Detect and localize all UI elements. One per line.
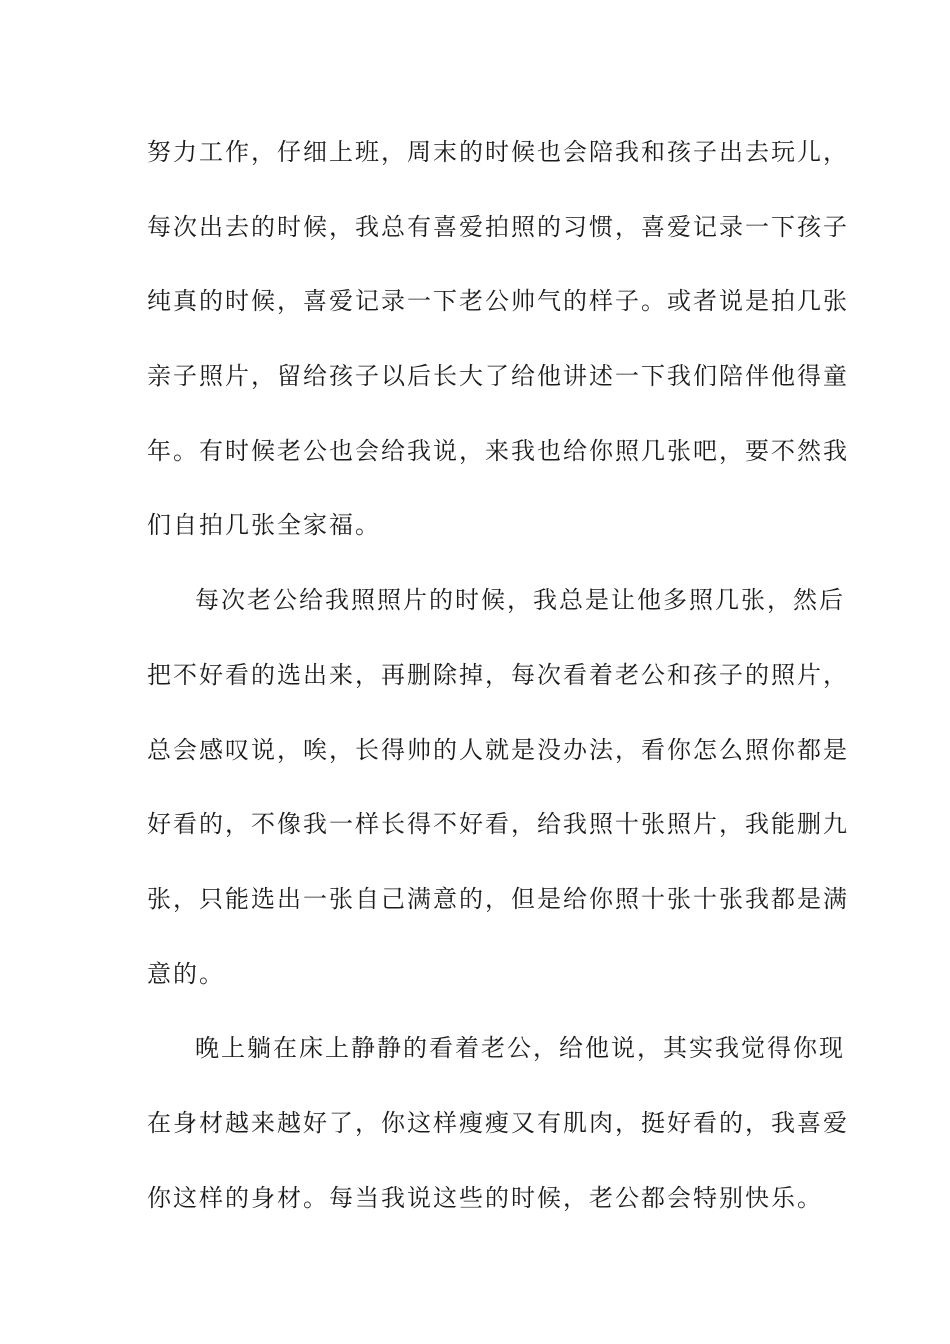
text-line: 们自拍几张全家福。 [147, 511, 381, 540]
text-line: 意的。 [147, 959, 225, 988]
text-line: 亲子照片，留给孩子以后长大了给他讲述一下我们陪伴他得童 [147, 362, 849, 391]
text-line: 努力工作，仔细上班，周末的时候也会陪我和孩子出去玩儿， [147, 138, 849, 166]
text-line: 张，只能选出一张自己满意的，但是给你照十张十张我都是满 [147, 884, 849, 913]
paragraph-first-line: 晚上躺在床上静静的看着老公，给他说，其实我觉得你现 [195, 1034, 845, 1063]
text-line: 你这样的身材。每当我说这些的时候，老公都会特别快乐。 [147, 1183, 823, 1212]
text-line: 好看的，不像我一样长得不好看，给我照十张照片，我能删九 [147, 810, 849, 839]
text-line: 把不好看的选出来，再删除掉，每次看着老公和孩子的照片， [147, 660, 849, 689]
text-line: 总会感叹说，唉，长得帅的人就是没办法，看你怎么照你都是 [147, 735, 849, 764]
text-line: 年。有时候老公也会给我说，来我也给你照几张吧，要不然我 [147, 436, 849, 465]
text-line: 在身材越来越好了，你这样瘦瘦又有肌肉，挺好看的，我喜爱 [147, 1108, 849, 1137]
text-line: 纯真的时候，喜爱记录一下老公帅气的样子。或者说是拍几张 [147, 287, 849, 316]
paragraph-first-line: 每次老公给我照照片的时候，我总是让他多照几张，然后 [195, 586, 845, 615]
text-line: 每次出去的时候，我总有喜爱拍照的习惯，喜爱记录一下孩子 [147, 212, 849, 241]
body-text [147, 130, 849, 1250]
